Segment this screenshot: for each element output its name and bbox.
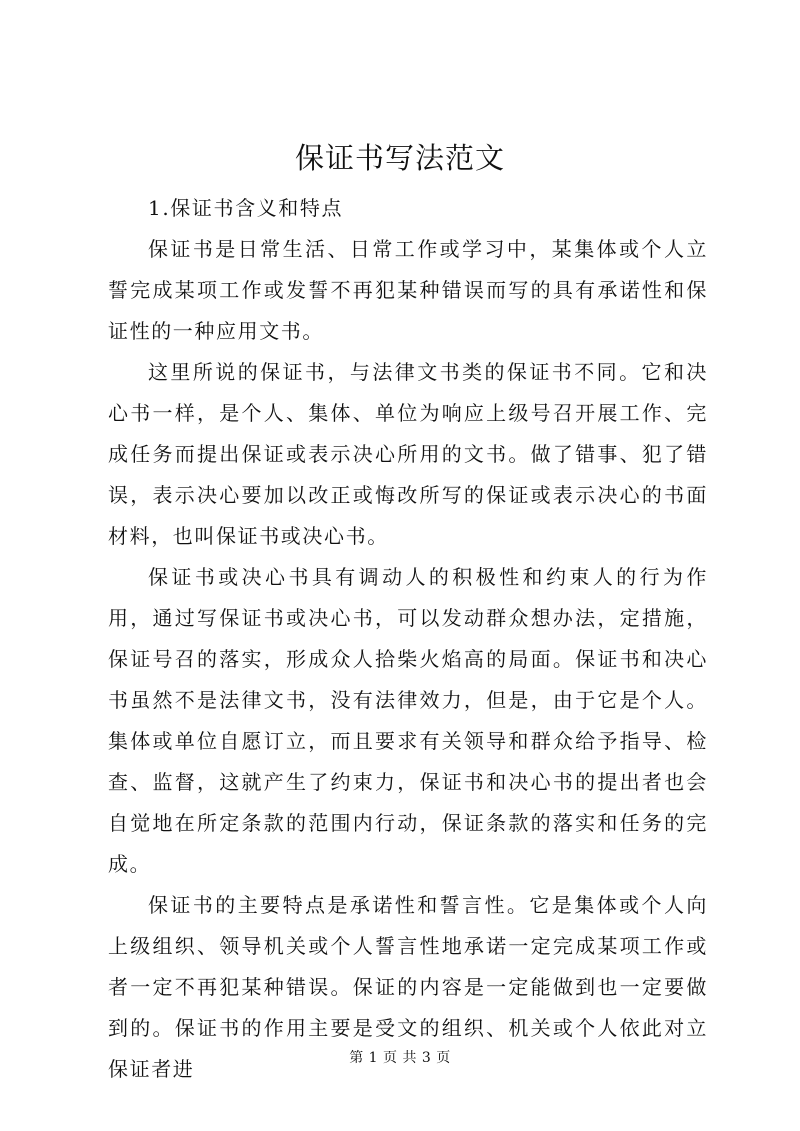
paragraph-definition: 保证书是日常生活、日常工作或学习中，某集体或个人立誓完成某项工作或发誓不再犯某种错误而写的具有承诺性和保证性的一种应用文书。	[108, 237, 708, 343]
document-body	[108, 188, 708, 1090]
paragraph-features: 保证书的主要特点是承诺性和誓言性。它是集体或个人向上级组织、领导机关或个人誓言性地承诺一定完成某项工作或者一定不再犯某种错误。保证的内容是一定能做到也一定要做到的。保证书的作用主要是受文的组织、机关或个人依此对立保证者进	[108, 893, 708, 1081]
page-title: 保证书写法范文	[294, 141, 505, 175]
page-footer: 第 1 页 共 3 页	[349, 1050, 451, 1066]
paragraph-function: 保证书或决心书具有调动人的积极性和约束人的行为作用，通过写保证书或决心书，可以发动群众想办法，定措施，保证号召的落实，形成众人拾柴火焰高的局面。保证书和决心书虽然不是法律文书，没有法律效力，但是，由于它是个人。集体或单位自愿订立，而且要求有关领导和群众给予指导、检查、监督，这就产生了约束力，保证书和决心书的提出者也会自觉地在所定条款的范围内行动，保证条款的落实和任务的完成。	[108, 565, 708, 876]
section-heading: 1.保证书含义和特点	[148, 196, 344, 220]
paragraph-distinction: 这里所说的保证书，与法律文书类的保证书不同。它和决心书一样，是个人、集体、单位为响应上级号召开展工作、完成任务而提出保证或表示决心所用的文书。做了错事、犯了错误，表示决心要加以改正或悔改所写的保证或表示决心的书面材料，也叫保证书或决心书。	[108, 360, 708, 548]
